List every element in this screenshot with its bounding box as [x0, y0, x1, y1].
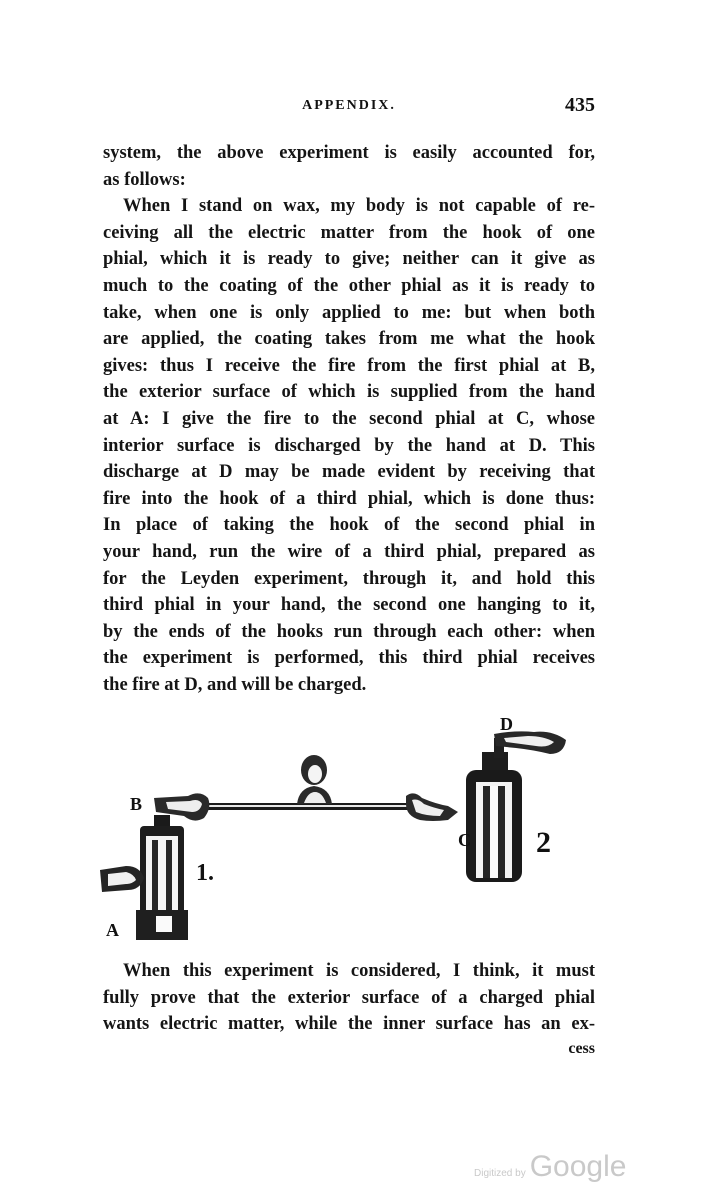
google-watermark — [474, 1150, 626, 1184]
text-line-9: gives: thus I receive the fire from the first phial at B, — [103, 355, 595, 376]
label-c: C — [458, 830, 471, 850]
running-title: APPENDIX. — [302, 98, 396, 113]
hand-at-a — [100, 866, 144, 892]
page-number: 435 — [565, 94, 595, 116]
right-hand-on-wire — [406, 793, 458, 821]
text-line-12: interior surface is discharged by the hand at D. This — [103, 435, 595, 456]
watermark-big: Google — [529, 1150, 627, 1183]
closing-line-3: wants electric matter, while the inner surface has an ex- — [103, 1014, 595, 1035]
label-a: A — [106, 920, 119, 940]
label-b: B — [130, 794, 143, 814]
closing-line-1: When this experiment is considered, I think, it must — [123, 961, 595, 981]
text-line-16: your hand, run the wire of a third phial, prepared as — [103, 541, 595, 562]
text-line-18: third phial in your hand, the second one hanging to it, — [103, 595, 595, 616]
watermark-small: Digitized by — [474, 1168, 526, 1179]
text-line-21: the fire at D, and will be charged. — [103, 674, 367, 695]
label-phial-1: 1. — [196, 860, 214, 886]
text-line-19: by the ends of the hooks run through each other: when — [103, 621, 595, 642]
text-line-17: for the Leyden experiment, through it, and hold this — [103, 568, 595, 589]
closing-text — [103, 958, 595, 1062]
text-line-6: much to the coating of the other phial as it is ready to — [103, 275, 595, 296]
catchword: cess — [568, 1039, 595, 1057]
text-line-10: the exterior surface of which is supplied from the hand — [103, 382, 595, 403]
label-phial-2: 2 — [536, 826, 551, 859]
text-line-3: When I stand on wax, my body is not capable of re- — [123, 196, 595, 217]
text-line-5: phial, which it is ready to give; neither can it give as — [103, 249, 595, 270]
page-header — [103, 94, 595, 128]
text-line-7: take, when one is only applied to me: but when both — [103, 302, 595, 323]
text-line-8: are applied, the coating takes from me what the hook — [103, 329, 595, 350]
main-text — [103, 140, 595, 698]
text-line-20: the experiment is performed, this third phial receives — [103, 648, 595, 669]
text-line-11: at A: I give the fire to the second phial at C, whose — [103, 408, 595, 429]
text-line-13: discharge at D may be made evident by receiving that — [103, 462, 595, 483]
label-d: D — [500, 714, 513, 734]
closing-line-2: fully prove that the exterior surface of a charged phial — [103, 987, 595, 1008]
text-line-4: ceiving all the electric matter from the hook of one — [103, 222, 595, 243]
wire-highlight — [204, 805, 414, 807]
text-line-2: as follows: — [103, 169, 186, 190]
text-line-1: system, the above experiment is easily accounted for, — [103, 143, 595, 163]
text-line-14: fire into the hook of a third phial, which is done thus: — [103, 488, 595, 509]
leyden-phial-figure — [96, 712, 596, 944]
phial-2 — [466, 752, 522, 882]
text-line-15: In place of taking the hook of the second phial in — [103, 515, 595, 536]
person-bust — [297, 755, 332, 804]
